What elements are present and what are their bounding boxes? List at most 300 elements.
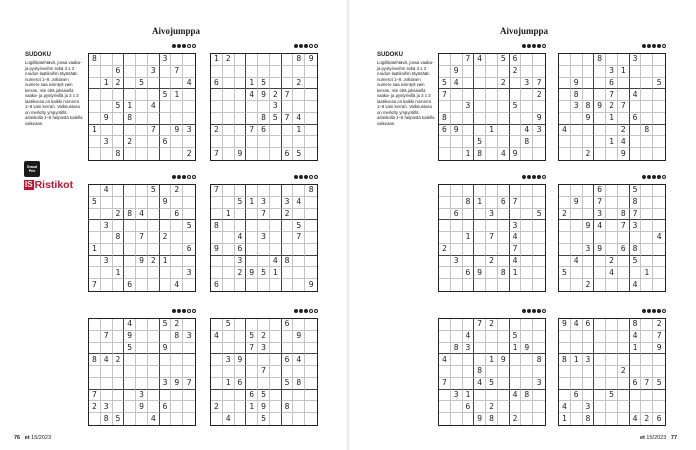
sudoku-empty-cell[interactable] bbox=[89, 185, 101, 197]
sudoku-empty-cell[interactable] bbox=[183, 401, 195, 413]
sudoku-empty-cell[interactable] bbox=[305, 209, 317, 221]
sudoku-empty-cell[interactable] bbox=[282, 267, 294, 279]
sudoku-empty-cell[interactable] bbox=[113, 401, 125, 413]
sudoku-empty-cell[interactable] bbox=[235, 220, 247, 232]
sudoku-empty-cell[interactable] bbox=[533, 244, 545, 256]
sudoku-empty-cell[interactable] bbox=[258, 319, 270, 331]
sudoku-empty-cell[interactable] bbox=[293, 136, 305, 148]
sudoku-empty-cell[interactable] bbox=[510, 185, 522, 197]
sudoku-empty-cell[interactable] bbox=[594, 354, 606, 366]
sudoku-empty-cell[interactable] bbox=[160, 209, 172, 221]
sudoku-empty-cell[interactable] bbox=[211, 378, 223, 390]
sudoku-empty-cell[interactable] bbox=[594, 267, 606, 279]
sudoku-empty-cell[interactable] bbox=[305, 390, 317, 402]
sudoku-empty-cell[interactable] bbox=[293, 256, 305, 268]
sudoku-empty-cell[interactable] bbox=[606, 244, 618, 256]
sudoku-empty-cell[interactable] bbox=[583, 366, 595, 378]
sudoku-empty-cell[interactable] bbox=[160, 331, 172, 343]
sudoku-empty-cell[interactable] bbox=[136, 185, 148, 197]
sudoku-empty-cell[interactable] bbox=[235, 89, 247, 101]
sudoku-empty-cell[interactable] bbox=[124, 78, 136, 90]
sudoku-empty-cell[interactable] bbox=[136, 66, 148, 78]
sudoku-empty-cell[interactable] bbox=[641, 390, 653, 402]
sudoku-empty-cell[interactable] bbox=[533, 256, 545, 268]
sudoku-empty-cell[interactable] bbox=[124, 354, 136, 366]
sudoku-empty-cell[interactable] bbox=[606, 279, 618, 291]
sudoku-empty-cell[interactable] bbox=[630, 232, 642, 244]
sudoku-empty-cell[interactable] bbox=[559, 113, 571, 125]
sudoku-empty-cell[interactable] bbox=[606, 401, 618, 413]
sudoku-empty-cell[interactable] bbox=[486, 279, 498, 291]
sudoku-empty-cell[interactable] bbox=[618, 390, 630, 402]
sudoku-empty-cell[interactable] bbox=[89, 319, 101, 331]
sudoku-empty-cell[interactable] bbox=[653, 401, 665, 413]
sudoku-empty-cell[interactable] bbox=[498, 89, 510, 101]
sudoku-empty-cell[interactable] bbox=[171, 413, 183, 425]
sudoku-empty-cell[interactable] bbox=[148, 378, 160, 390]
sudoku-empty-cell[interactable] bbox=[533, 319, 545, 331]
sudoku-empty-cell[interactable] bbox=[653, 256, 665, 268]
sudoku-empty-cell[interactable] bbox=[653, 113, 665, 125]
sudoku-empty-cell[interactable] bbox=[136, 136, 148, 148]
sudoku-empty-cell[interactable] bbox=[521, 319, 533, 331]
sudoku-empty-cell[interactable] bbox=[641, 113, 653, 125]
sudoku-empty-cell[interactable] bbox=[498, 413, 510, 425]
sudoku-empty-cell[interactable] bbox=[282, 413, 294, 425]
sudoku-empty-cell[interactable] bbox=[293, 279, 305, 291]
sudoku-empty-cell[interactable] bbox=[89, 148, 101, 160]
sudoku-empty-cell[interactable] bbox=[641, 354, 653, 366]
sudoku-empty-cell[interactable] bbox=[486, 89, 498, 101]
sudoku-empty-cell[interactable] bbox=[451, 331, 463, 343]
sudoku-empty-cell[interactable] bbox=[282, 125, 294, 137]
sudoku-empty-cell[interactable] bbox=[293, 185, 305, 197]
sudoku-empty-cell[interactable] bbox=[630, 366, 642, 378]
sudoku-empty-cell[interactable] bbox=[594, 401, 606, 413]
sudoku-empty-cell[interactable] bbox=[89, 331, 101, 343]
sudoku-empty-cell[interactable] bbox=[641, 232, 653, 244]
sudoku-empty-cell[interactable] bbox=[293, 366, 305, 378]
sudoku-empty-cell[interactable] bbox=[618, 331, 630, 343]
sudoku-empty-cell[interactable] bbox=[618, 232, 630, 244]
sudoku-empty-cell[interactable] bbox=[583, 136, 595, 148]
sudoku-empty-cell[interactable] bbox=[594, 366, 606, 378]
sudoku-empty-cell[interactable] bbox=[160, 244, 172, 256]
sudoku-empty-cell[interactable] bbox=[451, 267, 463, 279]
sudoku-empty-cell[interactable] bbox=[305, 101, 317, 113]
sudoku-empty-cell[interactable] bbox=[618, 279, 630, 291]
sudoku-empty-cell[interactable] bbox=[124, 378, 136, 390]
sudoku-empty-cell[interactable] bbox=[474, 101, 486, 113]
sudoku-empty-cell[interactable] bbox=[223, 66, 235, 78]
sudoku-empty-cell[interactable] bbox=[171, 136, 183, 148]
sudoku-empty-cell[interactable] bbox=[223, 125, 235, 137]
sudoku-empty-cell[interactable] bbox=[270, 390, 282, 402]
sudoku-empty-cell[interactable] bbox=[211, 66, 223, 78]
sudoku-empty-cell[interactable] bbox=[293, 244, 305, 256]
sudoku-empty-cell[interactable] bbox=[124, 125, 136, 137]
sudoku-empty-cell[interactable] bbox=[451, 244, 463, 256]
sudoku-empty-cell[interactable] bbox=[474, 209, 486, 221]
sudoku-empty-cell[interactable] bbox=[451, 413, 463, 425]
sudoku-empty-cell[interactable] bbox=[533, 390, 545, 402]
sudoku-empty-cell[interactable] bbox=[246, 54, 258, 66]
sudoku-empty-cell[interactable] bbox=[594, 378, 606, 390]
sudoku-empty-cell[interactable] bbox=[223, 232, 235, 244]
sudoku-empty-cell[interactable] bbox=[148, 390, 160, 402]
sudoku-empty-cell[interactable] bbox=[594, 413, 606, 425]
sudoku-empty-cell[interactable] bbox=[439, 390, 451, 402]
sudoku-empty-cell[interactable] bbox=[293, 390, 305, 402]
sudoku-empty-cell[interactable] bbox=[630, 148, 642, 160]
sudoku-empty-cell[interactable] bbox=[559, 66, 571, 78]
sudoku-empty-cell[interactable] bbox=[641, 279, 653, 291]
sudoku-empty-cell[interactable] bbox=[136, 378, 148, 390]
sudoku-empty-cell[interactable] bbox=[148, 343, 160, 355]
sudoku-empty-cell[interactable] bbox=[246, 185, 258, 197]
sudoku-empty-cell[interactable] bbox=[498, 244, 510, 256]
sudoku-empty-cell[interactable] bbox=[474, 220, 486, 232]
sudoku-empty-cell[interactable] bbox=[89, 267, 101, 279]
sudoku-empty-cell[interactable] bbox=[521, 279, 533, 291]
sudoku-empty-cell[interactable] bbox=[498, 136, 510, 148]
sudoku-empty-cell[interactable] bbox=[451, 279, 463, 291]
sudoku-empty-cell[interactable] bbox=[653, 101, 665, 113]
sudoku-empty-cell[interactable] bbox=[148, 78, 160, 90]
sudoku-empty-cell[interactable] bbox=[606, 319, 618, 331]
sudoku-empty-cell[interactable] bbox=[148, 220, 160, 232]
sudoku-empty-cell[interactable] bbox=[183, 256, 195, 268]
sudoku-empty-cell[interactable] bbox=[559, 232, 571, 244]
sudoku-empty-cell[interactable] bbox=[583, 267, 595, 279]
sudoku-empty-cell[interactable] bbox=[463, 113, 475, 125]
sudoku-empty-cell[interactable] bbox=[101, 343, 113, 355]
sudoku-empty-cell[interactable] bbox=[183, 136, 195, 148]
sudoku-empty-cell[interactable] bbox=[594, 319, 606, 331]
sudoku-empty-cell[interactable] bbox=[641, 148, 653, 160]
sudoku-empty-cell[interactable] bbox=[510, 89, 522, 101]
sudoku-empty-cell[interactable] bbox=[533, 185, 545, 197]
sudoku-empty-cell[interactable] bbox=[270, 197, 282, 209]
sudoku-empty-cell[interactable] bbox=[630, 125, 642, 137]
sudoku-empty-cell[interactable] bbox=[463, 220, 475, 232]
sudoku-empty-cell[interactable] bbox=[171, 401, 183, 413]
sudoku-empty-cell[interactable] bbox=[171, 232, 183, 244]
sudoku-empty-cell[interactable] bbox=[235, 136, 247, 148]
sudoku-empty-cell[interactable] bbox=[559, 89, 571, 101]
sudoku-empty-cell[interactable] bbox=[463, 354, 475, 366]
sudoku-empty-cell[interactable] bbox=[235, 401, 247, 413]
sudoku-empty-cell[interactable] bbox=[124, 413, 136, 425]
sudoku-empty-cell[interactable] bbox=[136, 89, 148, 101]
sudoku-empty-cell[interactable] bbox=[521, 220, 533, 232]
sudoku-empty-cell[interactable] bbox=[282, 390, 294, 402]
sudoku-empty-cell[interactable] bbox=[89, 113, 101, 125]
sudoku-empty-cell[interactable] bbox=[211, 89, 223, 101]
sudoku-empty-cell[interactable] bbox=[305, 220, 317, 232]
sudoku-empty-cell[interactable] bbox=[559, 366, 571, 378]
sudoku-empty-cell[interactable] bbox=[305, 343, 317, 355]
sudoku-empty-cell[interactable] bbox=[183, 232, 195, 244]
sudoku-empty-cell[interactable] bbox=[439, 209, 451, 221]
sudoku-empty-cell[interactable] bbox=[246, 209, 258, 221]
sudoku-empty-cell[interactable] bbox=[533, 401, 545, 413]
sudoku-empty-cell[interactable] bbox=[510, 125, 522, 137]
sudoku-empty-cell[interactable] bbox=[211, 343, 223, 355]
sudoku-empty-cell[interactable] bbox=[270, 343, 282, 355]
sudoku-empty-cell[interactable] bbox=[486, 331, 498, 343]
sudoku-empty-cell[interactable] bbox=[124, 148, 136, 160]
sudoku-empty-cell[interactable] bbox=[89, 256, 101, 268]
sudoku-empty-cell[interactable] bbox=[171, 343, 183, 355]
sudoku-empty-cell[interactable] bbox=[183, 366, 195, 378]
sudoku-empty-cell[interactable] bbox=[124, 54, 136, 66]
sudoku-empty-cell[interactable] bbox=[235, 54, 247, 66]
sudoku-empty-cell[interactable] bbox=[498, 101, 510, 113]
sudoku-empty-cell[interactable] bbox=[618, 343, 630, 355]
sudoku-empty-cell[interactable] bbox=[124, 401, 136, 413]
sudoku-empty-cell[interactable] bbox=[113, 89, 125, 101]
sudoku-empty-cell[interactable] bbox=[533, 366, 545, 378]
sudoku-empty-cell[interactable] bbox=[451, 113, 463, 125]
sudoku-empty-cell[interactable] bbox=[223, 267, 235, 279]
sudoku-empty-cell[interactable] bbox=[521, 89, 533, 101]
sudoku-empty-cell[interactable] bbox=[606, 185, 618, 197]
sudoku-empty-cell[interactable] bbox=[258, 378, 270, 390]
sudoku-empty-cell[interactable] bbox=[293, 343, 305, 355]
sudoku-empty-cell[interactable] bbox=[89, 232, 101, 244]
sudoku-empty-cell[interactable] bbox=[183, 209, 195, 221]
sudoku-empty-cell[interactable] bbox=[171, 267, 183, 279]
sudoku-empty-cell[interactable] bbox=[171, 54, 183, 66]
sudoku-empty-cell[interactable] bbox=[293, 209, 305, 221]
sudoku-empty-cell[interactable] bbox=[571, 244, 583, 256]
sudoku-empty-cell[interactable] bbox=[223, 390, 235, 402]
sudoku-empty-cell[interactable] bbox=[439, 319, 451, 331]
sudoku-empty-cell[interactable] bbox=[653, 185, 665, 197]
sudoku-empty-cell[interactable] bbox=[583, 232, 595, 244]
sudoku-empty-cell[interactable] bbox=[571, 279, 583, 291]
sudoku-empty-cell[interactable] bbox=[653, 220, 665, 232]
sudoku-empty-cell[interactable] bbox=[618, 256, 630, 268]
sudoku-empty-cell[interactable] bbox=[89, 366, 101, 378]
sudoku-empty-cell[interactable] bbox=[305, 267, 317, 279]
sudoku-empty-cell[interactable] bbox=[136, 125, 148, 137]
sudoku-empty-cell[interactable] bbox=[136, 220, 148, 232]
sudoku-empty-cell[interactable] bbox=[474, 354, 486, 366]
sudoku-empty-cell[interactable] bbox=[305, 113, 317, 125]
sudoku-empty-cell[interactable] bbox=[160, 78, 172, 90]
sudoku-empty-cell[interactable] bbox=[474, 256, 486, 268]
sudoku-empty-cell[interactable] bbox=[282, 244, 294, 256]
sudoku-empty-cell[interactable] bbox=[136, 148, 148, 160]
sudoku-empty-cell[interactable] bbox=[559, 378, 571, 390]
sudoku-empty-cell[interactable] bbox=[235, 78, 247, 90]
sudoku-empty-cell[interactable] bbox=[160, 366, 172, 378]
sudoku-empty-cell[interactable] bbox=[258, 136, 270, 148]
sudoku-empty-cell[interactable] bbox=[521, 256, 533, 268]
sudoku-empty-cell[interactable] bbox=[136, 354, 148, 366]
sudoku-empty-cell[interactable] bbox=[160, 413, 172, 425]
sudoku-empty-cell[interactable] bbox=[594, 232, 606, 244]
sudoku-empty-cell[interactable] bbox=[653, 54, 665, 66]
sudoku-empty-cell[interactable] bbox=[618, 78, 630, 90]
sudoku-empty-cell[interactable] bbox=[148, 89, 160, 101]
sudoku-empty-cell[interactable] bbox=[89, 136, 101, 148]
sudoku-empty-cell[interactable] bbox=[571, 343, 583, 355]
sudoku-empty-cell[interactable] bbox=[211, 366, 223, 378]
sudoku-empty-cell[interactable] bbox=[653, 267, 665, 279]
sudoku-empty-cell[interactable] bbox=[101, 378, 113, 390]
sudoku-empty-cell[interactable] bbox=[183, 66, 195, 78]
sudoku-empty-cell[interactable] bbox=[486, 366, 498, 378]
sudoku-empty-cell[interactable] bbox=[223, 331, 235, 343]
sudoku-empty-cell[interactable] bbox=[148, 319, 160, 331]
sudoku-empty-cell[interactable] bbox=[559, 78, 571, 90]
sudoku-empty-cell[interactable] bbox=[282, 279, 294, 291]
sudoku-empty-cell[interactable] bbox=[521, 244, 533, 256]
sudoku-empty-cell[interactable] bbox=[451, 232, 463, 244]
sudoku-empty-cell[interactable] bbox=[282, 185, 294, 197]
sudoku-empty-cell[interactable] bbox=[246, 378, 258, 390]
sudoku-empty-cell[interactable] bbox=[89, 209, 101, 221]
sudoku-empty-cell[interactable] bbox=[606, 343, 618, 355]
sudoku-empty-cell[interactable] bbox=[183, 54, 195, 66]
sudoku-empty-cell[interactable] bbox=[583, 378, 595, 390]
sudoku-empty-cell[interactable] bbox=[113, 197, 125, 209]
sudoku-empty-cell[interactable] bbox=[583, 78, 595, 90]
sudoku-empty-cell[interactable] bbox=[498, 390, 510, 402]
sudoku-empty-cell[interactable] bbox=[223, 220, 235, 232]
sudoku-empty-cell[interactable] bbox=[223, 101, 235, 113]
sudoku-empty-cell[interactable] bbox=[630, 267, 642, 279]
sudoku-empty-cell[interactable] bbox=[533, 267, 545, 279]
sudoku-empty-cell[interactable] bbox=[305, 366, 317, 378]
sudoku-empty-cell[interactable] bbox=[148, 401, 160, 413]
sudoku-empty-cell[interactable] bbox=[171, 148, 183, 160]
sudoku-empty-cell[interactable] bbox=[559, 331, 571, 343]
sudoku-empty-cell[interactable] bbox=[533, 331, 545, 343]
sudoku-empty-cell[interactable] bbox=[246, 244, 258, 256]
sudoku-empty-cell[interactable] bbox=[171, 256, 183, 268]
sudoku-empty-cell[interactable] bbox=[223, 401, 235, 413]
sudoku-empty-cell[interactable] bbox=[641, 220, 653, 232]
sudoku-empty-cell[interactable] bbox=[641, 54, 653, 66]
sudoku-empty-cell[interactable] bbox=[474, 78, 486, 90]
sudoku-empty-cell[interactable] bbox=[113, 279, 125, 291]
sudoku-empty-cell[interactable] bbox=[463, 125, 475, 137]
sudoku-empty-cell[interactable] bbox=[439, 366, 451, 378]
sudoku-empty-cell[interactable] bbox=[136, 319, 148, 331]
sudoku-empty-cell[interactable] bbox=[183, 113, 195, 125]
sudoku-empty-cell[interactable] bbox=[451, 401, 463, 413]
sudoku-empty-cell[interactable] bbox=[305, 331, 317, 343]
sudoku-empty-cell[interactable] bbox=[630, 66, 642, 78]
sudoku-empty-cell[interactable] bbox=[211, 390, 223, 402]
sudoku-empty-cell[interactable] bbox=[451, 197, 463, 209]
sudoku-empty-cell[interactable] bbox=[246, 232, 258, 244]
sudoku-empty-cell[interactable] bbox=[583, 125, 595, 137]
sudoku-empty-cell[interactable] bbox=[101, 267, 113, 279]
sudoku-empty-cell[interactable] bbox=[101, 366, 113, 378]
sudoku-empty-cell[interactable] bbox=[293, 319, 305, 331]
sudoku-empty-cell[interactable] bbox=[486, 54, 498, 66]
sudoku-empty-cell[interactable] bbox=[113, 331, 125, 343]
sudoku-empty-cell[interactable] bbox=[439, 401, 451, 413]
sudoku-empty-cell[interactable] bbox=[305, 66, 317, 78]
sudoku-empty-cell[interactable] bbox=[305, 256, 317, 268]
sudoku-empty-cell[interactable] bbox=[124, 185, 136, 197]
sudoku-empty-cell[interactable] bbox=[533, 279, 545, 291]
sudoku-empty-cell[interactable] bbox=[510, 209, 522, 221]
sudoku-empty-cell[interactable] bbox=[630, 354, 642, 366]
sudoku-empty-cell[interactable] bbox=[223, 256, 235, 268]
sudoku-empty-cell[interactable] bbox=[474, 232, 486, 244]
sudoku-empty-cell[interactable] bbox=[439, 136, 451, 148]
sudoku-empty-cell[interactable] bbox=[474, 401, 486, 413]
sudoku-empty-cell[interactable] bbox=[474, 185, 486, 197]
sudoku-empty-cell[interactable] bbox=[282, 366, 294, 378]
sudoku-empty-cell[interactable] bbox=[641, 401, 653, 413]
sudoku-empty-cell[interactable] bbox=[89, 101, 101, 113]
sudoku-empty-cell[interactable] bbox=[183, 413, 195, 425]
sudoku-empty-cell[interactable] bbox=[160, 113, 172, 125]
sudoku-empty-cell[interactable] bbox=[486, 66, 498, 78]
sudoku-empty-cell[interactable] bbox=[148, 244, 160, 256]
sudoku-empty-cell[interactable] bbox=[641, 256, 653, 268]
sudoku-empty-cell[interactable] bbox=[583, 331, 595, 343]
sudoku-empty-cell[interactable] bbox=[235, 113, 247, 125]
sudoku-empty-cell[interactable] bbox=[171, 101, 183, 113]
sudoku-empty-cell[interactable] bbox=[641, 185, 653, 197]
sudoku-empty-cell[interactable] bbox=[235, 209, 247, 221]
sudoku-empty-cell[interactable] bbox=[498, 185, 510, 197]
sudoku-empty-cell[interactable] bbox=[101, 66, 113, 78]
sudoku-empty-cell[interactable] bbox=[223, 244, 235, 256]
sudoku-empty-cell[interactable] bbox=[583, 54, 595, 66]
sudoku-empty-cell[interactable] bbox=[270, 78, 282, 90]
sudoku-empty-cell[interactable] bbox=[148, 113, 160, 125]
sudoku-empty-cell[interactable] bbox=[113, 185, 125, 197]
sudoku-empty-cell[interactable] bbox=[124, 89, 136, 101]
sudoku-empty-cell[interactable] bbox=[463, 209, 475, 221]
sudoku-empty-cell[interactable] bbox=[630, 136, 642, 148]
sudoku-empty-cell[interactable] bbox=[510, 113, 522, 125]
sudoku-empty-cell[interactable] bbox=[160, 185, 172, 197]
sudoku-empty-cell[interactable] bbox=[113, 54, 125, 66]
sudoku-empty-cell[interactable] bbox=[223, 136, 235, 148]
sudoku-empty-cell[interactable] bbox=[451, 378, 463, 390]
sudoku-empty-cell[interactable] bbox=[498, 331, 510, 343]
sudoku-empty-cell[interactable] bbox=[282, 54, 294, 66]
sudoku-empty-cell[interactable] bbox=[521, 113, 533, 125]
sudoku-empty-cell[interactable] bbox=[486, 148, 498, 160]
sudoku-empty-cell[interactable] bbox=[113, 319, 125, 331]
sudoku-empty-cell[interactable] bbox=[258, 101, 270, 113]
sudoku-empty-cell[interactable] bbox=[474, 331, 486, 343]
sudoku-empty-cell[interactable] bbox=[439, 54, 451, 66]
sudoku-empty-cell[interactable] bbox=[183, 89, 195, 101]
sudoku-empty-cell[interactable] bbox=[223, 197, 235, 209]
sudoku-empty-cell[interactable] bbox=[258, 148, 270, 160]
sudoku-empty-cell[interactable] bbox=[641, 366, 653, 378]
sudoku-empty-cell[interactable] bbox=[451, 185, 463, 197]
sudoku-empty-cell[interactable] bbox=[630, 390, 642, 402]
sudoku-empty-cell[interactable] bbox=[439, 101, 451, 113]
sudoku-empty-cell[interactable] bbox=[183, 185, 195, 197]
sudoku-empty-cell[interactable] bbox=[594, 343, 606, 355]
sudoku-empty-cell[interactable] bbox=[89, 220, 101, 232]
